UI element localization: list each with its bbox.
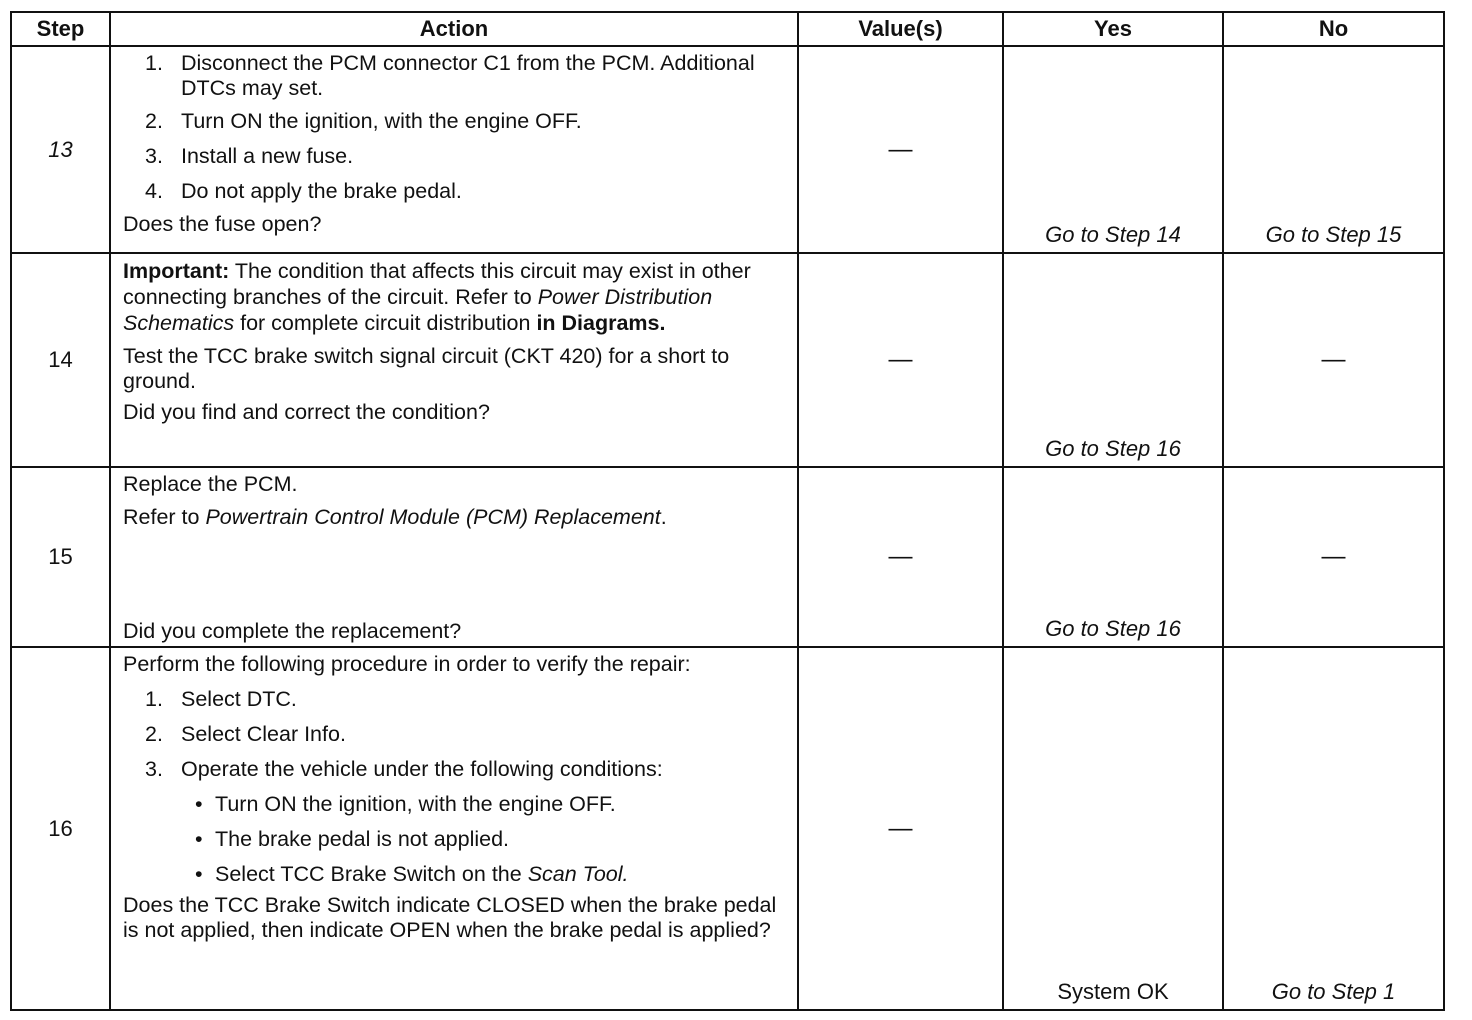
reference-link: Powertrain Control Module (PCM) Replacement (205, 505, 661, 529)
test-instruction: Test the TCC brake switch signal circuit (CKT 420) for a short to ground. (123, 344, 730, 393)
list-item: 3. Install a new fuse. (145, 144, 354, 168)
replace-instruction: Replace the PCM. (123, 472, 298, 496)
reference-link: Scan Tool. (527, 862, 629, 886)
list-item: 1. Select DTC. (145, 687, 297, 711)
no-cell (1223, 46, 1444, 253)
list-item: • Select TCC Brake Switch on the Scan Tool. (195, 862, 629, 886)
action-cell (110, 647, 798, 1010)
table-row (11, 647, 1444, 1010)
question-text: Does the TCC Brake Switch indicate CLOSED when the brake pedal is not applied, then indicate OPEN when the brake pedal is applied? (123, 893, 777, 942)
yes-result: Go to Step 16 (1045, 616, 1181, 641)
table-row (11, 253, 1444, 467)
list-item: 4. Do not apply the brake pedal. (145, 179, 462, 203)
table-row (11, 467, 1444, 647)
no-result: — (1321, 543, 1346, 570)
reference-link: Power Distribution Schematics (123, 285, 713, 335)
value-cell: — (798, 647, 1003, 1010)
no-cell (1223, 647, 1444, 1010)
list-item: 1. Disconnect the PCM connector C1 from the PCM. Additional DTCs may set. (145, 51, 755, 100)
no-result: Go to Step 1 (1271, 979, 1396, 1004)
diagnostic-table (10, 11, 1445, 1011)
action-cell (110, 253, 798, 467)
value-cell: — (798, 467, 1003, 647)
no-cell (1223, 253, 1444, 467)
numbered-list (123, 51, 787, 204)
yes-cell (1003, 253, 1223, 467)
header-yes: Yes (1003, 12, 1223, 46)
refer-line: Refer to Powertrain Control Module (PCM) Replacement. (123, 505, 667, 529)
important-note: Important: The condition that affects this circuit may exist in other connecting branches of the circuit. Refer to Power Distribution Schematics for complete circuit distribution in Diagrams. (123, 259, 751, 335)
header-row (11, 12, 1444, 46)
yes-cell (1003, 647, 1223, 1010)
important-label: Important: (123, 259, 230, 283)
no-result: Go to Step 15 (1265, 222, 1402, 247)
intro-text: Perform the following procedure in order to verify the repair: (123, 652, 691, 676)
header-action: Action (110, 12, 798, 46)
question-text: Does the fuse open? (123, 212, 322, 236)
step-number: 16 (11, 647, 110, 1010)
value-cell: — (798, 46, 1003, 253)
numbered-list (123, 687, 787, 782)
value-cell: — (798, 253, 1003, 467)
step-number: 13 (11, 46, 110, 253)
yes-cell (1003, 46, 1223, 253)
question-text: Did you complete the replacement? (123, 619, 462, 643)
list-item: • The brake pedal is not applied. (195, 827, 510, 851)
question-text: Did you find and correct the condition? (123, 400, 490, 424)
no-result: — (1321, 346, 1346, 373)
header-values: Value(s) (798, 12, 1003, 46)
bullet-list (123, 792, 787, 887)
list-item: • Turn ON the ignition, with the engine OFF. (195, 792, 616, 816)
action-cell (110, 467, 798, 647)
list-item: 2. Turn ON the ignition, with the engine OFF. (145, 109, 582, 133)
header-no: No (1223, 12, 1444, 46)
list-item: 2. Select Clear Info. (145, 722, 346, 746)
action-cell (110, 46, 798, 253)
yes-result: Go to Step 14 (1045, 222, 1181, 247)
table-row (11, 46, 1444, 253)
yes-cell (1003, 467, 1223, 647)
no-cell (1223, 467, 1444, 647)
yes-result: System OK (1057, 979, 1169, 1004)
yes-result: Go to Step 16 (1045, 436, 1181, 461)
header-step: Step (11, 12, 110, 46)
step-number: 14 (11, 253, 110, 467)
step-number: 15 (11, 467, 110, 647)
list-item: 3. Operate the vehicle under the following conditions: (145, 757, 663, 781)
